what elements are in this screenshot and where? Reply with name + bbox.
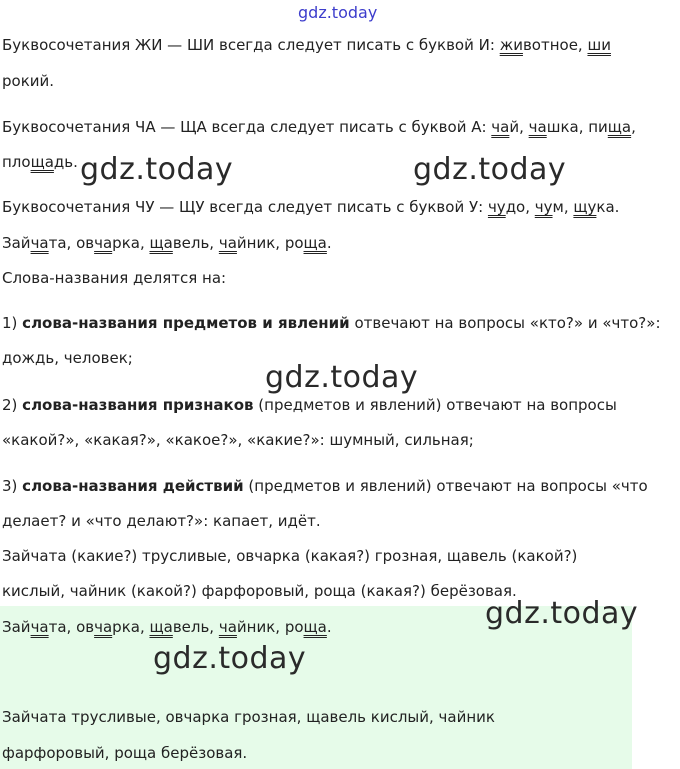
watermark-3: gdz.today [265,360,419,395]
watermark-2: gdz.today [413,152,567,187]
word-class-1-line-cont: дождь, человек; [2,349,133,367]
word-class-2-line: 2) слова-названия признаков (предметов и явлений) отвечают на вопросы [2,396,617,414]
example-words-line: Зайчата, овчарка, щавель, чайник, роща. [2,234,332,252]
questions-line: Зайчата (какие?) трусливые, овчарка (какая?) грозная, щавель (какой?) [2,547,578,565]
word-class-2-line-cont: «какой?», «какая?», «какое?», «какие?»: шумный, сильная; [2,431,474,449]
word-class-3-line-cont: делает? и «что делают?»: капает, идёт. [2,512,321,530]
site-watermark-top: gdz.today [298,3,378,22]
answer-phrases-line: Зайчата трусливые, овчарка грозная, щавель кислый, чайник [2,708,495,726]
rule-cha-shcha-line-cont: площадь. [2,153,78,171]
watermark-1: gdz.today [80,152,234,187]
rule-chu-shchu-line: Буквосочетания ЧУ — ЩУ всегда следует писать с буквой У: чудо, чум, щука. [2,198,620,216]
watermark-4: gdz.today [485,596,639,631]
word-class-3-line: 3) слова-названия действий (предметов и явлений) отвечают на вопросы «что [2,477,648,495]
answer-words-line: Зайчата, овчарка, щавель, чайник, роща. [2,618,332,636]
answer-phrases-line-cont: фарфоровый, роща берёзовая. [2,744,248,762]
questions-line-cont: кислый, чайник (какой?) фарфоровый, роща (какая?) берёзовая. [2,582,517,600]
word-class-1-line: 1) слова-названия предметов и явлений отвечают на вопросы «кто?» и «что?»: [2,314,661,332]
rule-cha-shcha-line: Буквосочетания ЧА — ЩА всегда следует писать с буквой А: чай, чашка, пища, [2,118,636,136]
rule-zhi-shi-line-cont: рокий. [2,72,55,90]
rule-zhi-shi-line: Буквосочетания ЖИ — ШИ всегда следует писать с буквой И: животное, ши [2,36,611,54]
watermark-5: gdz.today [153,641,307,676]
word-classes-heading: Слова-названия делятся на: [2,269,227,287]
